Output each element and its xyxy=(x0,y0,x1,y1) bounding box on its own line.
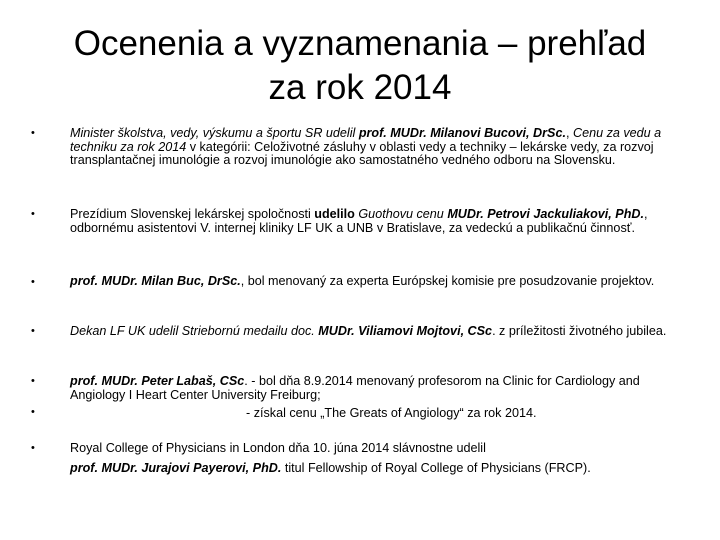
item-2-text-b: udelilo xyxy=(314,207,355,221)
item-7-awardee: prof. MUDr. Jurajovi Payerovi, PhD. xyxy=(70,460,282,475)
bullet-2: • xyxy=(31,208,35,220)
item-1-text-f: v kategórii: Celoživotné zásluhy v oblasti vedy a techniky – lekárske vedy, za rozvoj transplantačnej imunológie a rozvoj imunológie ako samostatného vedného odboru na Slovensku. xyxy=(70,139,654,167)
item-2-awardee: MUDr. Petrovi Jackuliakovi, PhD. xyxy=(447,207,644,221)
bullet-7: • xyxy=(31,442,35,454)
item-1-text-b: udelil xyxy=(322,126,359,140)
item-3-person: prof. MUDr. Milan Buc, DrSc. xyxy=(70,274,241,288)
item-4-text-c: . z príležitosti životného jubilea. xyxy=(492,324,667,338)
item-1-award: Cenu za vedu a techniku za rok 2014 xyxy=(70,126,662,154)
item-4-awardee: MUDr. Viliamovi Mojtovi, CSc xyxy=(318,324,493,338)
bullet-4: • xyxy=(31,325,35,337)
list-item xyxy=(70,275,690,289)
list-item xyxy=(70,407,690,421)
list-item xyxy=(70,208,690,235)
item-1-text-a: Minister školstva, vedy, výskumu a športu SR xyxy=(70,126,323,140)
item-7-text-c: titul Fellowship of Royal College of Physicians (FRCP). xyxy=(281,460,591,475)
list-item xyxy=(70,442,690,475)
item-6-text-a: - získal cenu „The Greats of Angiology“ za rok 2014. xyxy=(246,406,537,420)
item-2-text-a: Prezídium Slovenskej lekárskej spoločnosti xyxy=(70,207,315,221)
bullet-6: • xyxy=(31,406,35,418)
item-3-text-b: , bol menovaný za experta Európskej komisie pre posudzovanie projektov. xyxy=(240,274,655,288)
item-2-award: Guothovu cenu xyxy=(354,207,448,221)
title-line-1: Ocenenia a vyznamenania – prehľad xyxy=(73,24,647,63)
list-item xyxy=(70,127,690,168)
item-1-awardee: prof. MUDr. Milanovi Bucovi, DrSc. xyxy=(358,126,566,140)
bullet-3: • xyxy=(31,276,35,288)
item-7-text-a: Royal College of Physicians in London dňa 10. júna 2014 slávnostne udelil xyxy=(70,441,486,455)
list-item xyxy=(70,325,690,339)
slide-title xyxy=(40,22,680,110)
item-2-text-e: , odbornému asistentovi V. internej kliniky LF UK a UNB v Bratislave, za vedeckú a publikačnú činnosť. xyxy=(70,207,648,235)
item-5-text-b: . - bol dňa 8.9.2014 menovaný profesorom na Clinic for Cardiology and Angiology I Heart Center University Freiburg; xyxy=(70,374,640,402)
bullet-1: • xyxy=(31,127,35,139)
item-5-person: prof. MUDr. Peter Labaš, CSc xyxy=(70,374,245,388)
item-1-text-d: , xyxy=(565,126,573,140)
bullet-5: • xyxy=(31,375,35,387)
title-line-2: za rok 2014 xyxy=(268,68,452,107)
list-item xyxy=(70,375,690,402)
item-4-text-a: Dekan LF UK udelil Striebornú medailu doc. xyxy=(70,324,319,338)
